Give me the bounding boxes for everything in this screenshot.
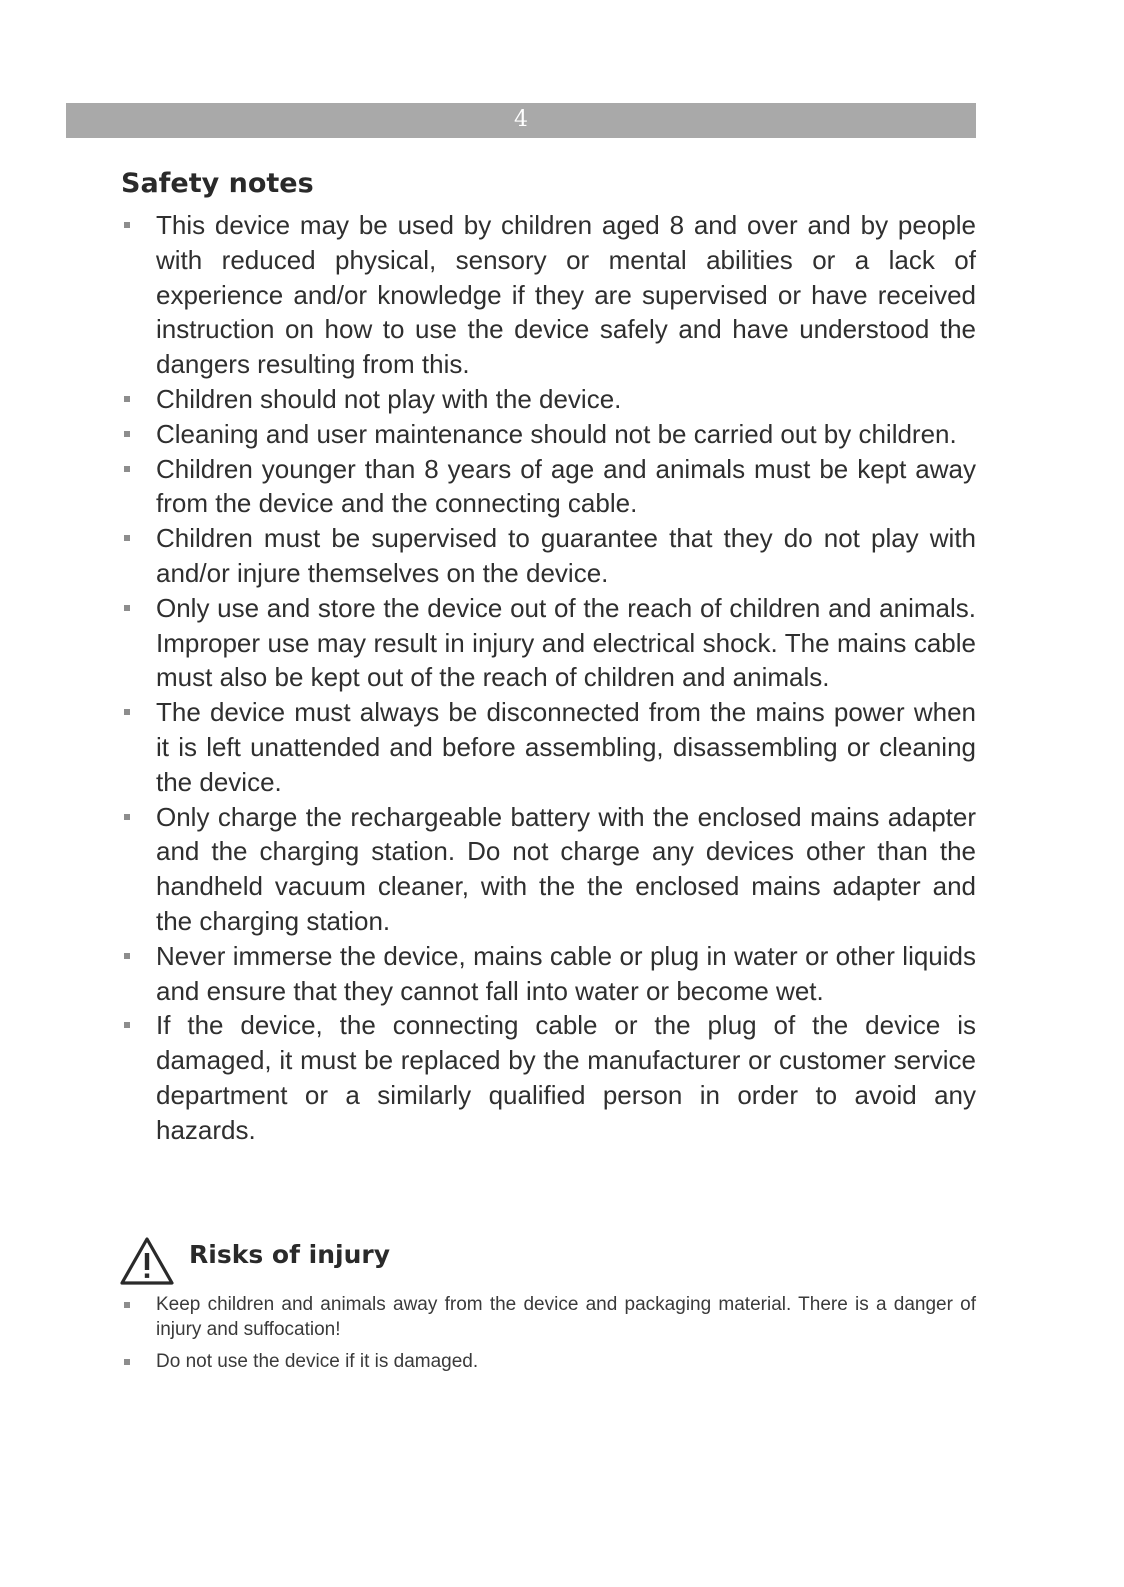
list-item-text: The device must always be disconnected from the mains power when it is left unattended and before assembling, disassembling or cleaning the device. [156, 697, 976, 797]
bullet-icon [124, 814, 130, 820]
list-item [124, 1350, 976, 1375]
list-item [124, 591, 976, 695]
list-item [124, 695, 976, 799]
list-item-text: Children must be supervised to guarantee that they do not play with and/or injure themselves on the device. [156, 523, 976, 588]
bullet-icon [124, 222, 130, 228]
list-item [124, 452, 976, 522]
bullet-icon [124, 466, 130, 472]
list-item [124, 1293, 976, 1342]
bullet-icon [124, 535, 130, 541]
list-item [124, 382, 976, 417]
list-item-text: Only charge the rechargeable battery with the enclosed mains adapter and the charging station. Do not charge any devices other than the handheld vacuum cleaner, with the the enclosed mains adapter and the charging station. [156, 801, 976, 936]
safety-notes-list [124, 208, 976, 1148]
bullet-icon [124, 709, 130, 715]
list-item-text: Children should not play with the device. [156, 383, 622, 414]
bullet-icon [124, 953, 130, 959]
list-item [124, 417, 976, 452]
risks-of-injury-title: Risks of injury [189, 1240, 391, 1269]
bullet-icon [124, 1302, 130, 1308]
list-item [124, 208, 976, 382]
list-item [124, 1008, 976, 1147]
list-item-text: This device may be used by children aged 8 and over and by people with reduced physical, sensory or mental abilities or a lack of experience and/or knowledge if they are supervised or have received instruction on how to use the device safely and have understood the dangers resulting from this. [156, 210, 976, 380]
list-item [124, 800, 976, 939]
list-item [124, 521, 976, 591]
list-item-text: Never immerse the device, mains cable or plug in water or other liquids and ensure that they cannot fall into water or become wet. [156, 940, 976, 1006]
risks-of-injury-list [124, 1293, 976, 1383]
list-item-text: Children younger than 8 years of age and animals must be kept away from the device and the connecting cable. [156, 453, 976, 519]
list-item-text: Do not use the device if it is damaged. [156, 1351, 479, 1372]
list-item-text: Only use and store the device out of the reach of children and animals. Improper use may result in injury and electrical shock. The mains cable must also be kept out of the reach of children and animals. [156, 592, 976, 693]
list-item-text: If the device, the connecting cable or the plug of the device is damaged, it must be replaced by the manufacturer or customer service department or a similarly qualified person in order to avoid any hazards. [156, 1010, 976, 1145]
list-item-text: Keep children and animals away from the device and packaging material. There is a danger of injury and suffocation! [156, 1294, 976, 1340]
page-number: 4 [514, 107, 528, 132]
bullet-icon [124, 396, 130, 402]
page-header-bar [66, 103, 976, 138]
bullet-icon [124, 1022, 130, 1028]
bullet-icon [124, 431, 130, 437]
bullet-icon [124, 605, 130, 611]
list-item [124, 939, 976, 1009]
bullet-icon [124, 1359, 130, 1365]
safety-notes-title: Safety notes [121, 168, 314, 199]
risks-of-injury-heading [119, 1236, 519, 1286]
warning-triangle-icon [119, 1236, 175, 1286]
list-item-text: Cleaning and user maintenance should not be carried out by children. [156, 418, 957, 449]
